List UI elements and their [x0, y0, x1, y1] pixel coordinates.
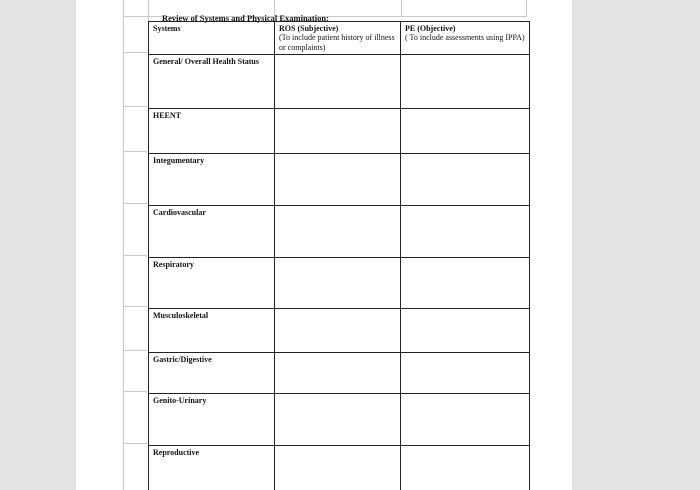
system-cell [149, 353, 275, 394]
table-row [149, 309, 530, 353]
pe-cell[interactable] [401, 109, 530, 154]
margin-table-line [123, 350, 147, 351]
table-row [149, 154, 530, 206]
system-label: Musculoskeletal [153, 311, 209, 321]
form-title: Review of Systems and Physical Examination: [162, 13, 329, 23]
pe-cell[interactable] [401, 446, 530, 490]
header-ros-title: ROS (Subjective) [279, 24, 339, 33]
system-label: Genito-Urinary [153, 396, 207, 406]
margin-table-line [123, 151, 147, 152]
margin-table-line [123, 106, 147, 107]
system-cell [149, 206, 275, 258]
pe-cell[interactable] [401, 353, 530, 394]
system-cell [149, 55, 275, 109]
header-ros-subtitle: (To include patient history of illness or complaints) [279, 33, 395, 52]
ros-cell[interactable] [275, 55, 401, 109]
system-cell [149, 394, 275, 446]
header-pe [401, 22, 530, 55]
previous-table-divider [401, 0, 402, 17]
system-cell [149, 109, 275, 154]
system-cell [149, 309, 275, 353]
margin-table-line [123, 391, 147, 392]
header-ros [275, 22, 401, 55]
system-label: Respiratory [153, 260, 194, 270]
table-row [149, 206, 530, 258]
system-cell [149, 154, 275, 206]
system-label: HEENT [153, 111, 182, 121]
system-cell [149, 258, 275, 309]
system-label: General/ Overall Health Status [153, 57, 259, 67]
table-row [149, 394, 530, 446]
table-row [149, 109, 530, 154]
margin-table-line [123, 443, 147, 444]
system-label: Cardiovascular [153, 208, 206, 218]
table-header-row [149, 22, 530, 55]
table-row [149, 353, 530, 394]
table-row [149, 258, 530, 309]
ros-cell[interactable] [275, 154, 401, 206]
document-page [76, 0, 572, 490]
ros-cell[interactable] [275, 309, 401, 353]
header-pe-subtitle: ( To include assessments using IPPA) [405, 33, 525, 43]
system-label: Integumentary [153, 156, 205, 166]
system-cell [149, 446, 275, 490]
ros-cell[interactable] [275, 353, 401, 394]
margin-table-line [123, 52, 147, 53]
system-label: Gastric/Digestive [153, 355, 212, 365]
pe-cell[interactable] [401, 55, 530, 109]
table-row [149, 55, 530, 109]
ros-cell[interactable] [275, 206, 401, 258]
margin-table-column [123, 0, 149, 490]
header-pe-title: PE (Objective) [405, 24, 456, 33]
header-systems-label: Systems [153, 24, 181, 33]
ros-pe-table [148, 21, 530, 490]
table-row [149, 446, 530, 490]
ros-cell[interactable] [275, 446, 401, 490]
pe-cell[interactable] [401, 206, 530, 258]
ros-cell[interactable] [275, 258, 401, 309]
header-systems [149, 22, 275, 55]
margin-table-line [123, 255, 147, 256]
margin-table-line [123, 203, 147, 204]
pe-cell[interactable] [401, 154, 530, 206]
system-label: Reproductive [153, 448, 200, 458]
ros-cell[interactable] [275, 109, 401, 154]
pe-cell[interactable] [401, 309, 530, 353]
ros-cell[interactable] [275, 394, 401, 446]
pe-cell[interactable] [401, 394, 530, 446]
margin-table-line [123, 306, 147, 307]
pe-cell[interactable] [401, 258, 530, 309]
